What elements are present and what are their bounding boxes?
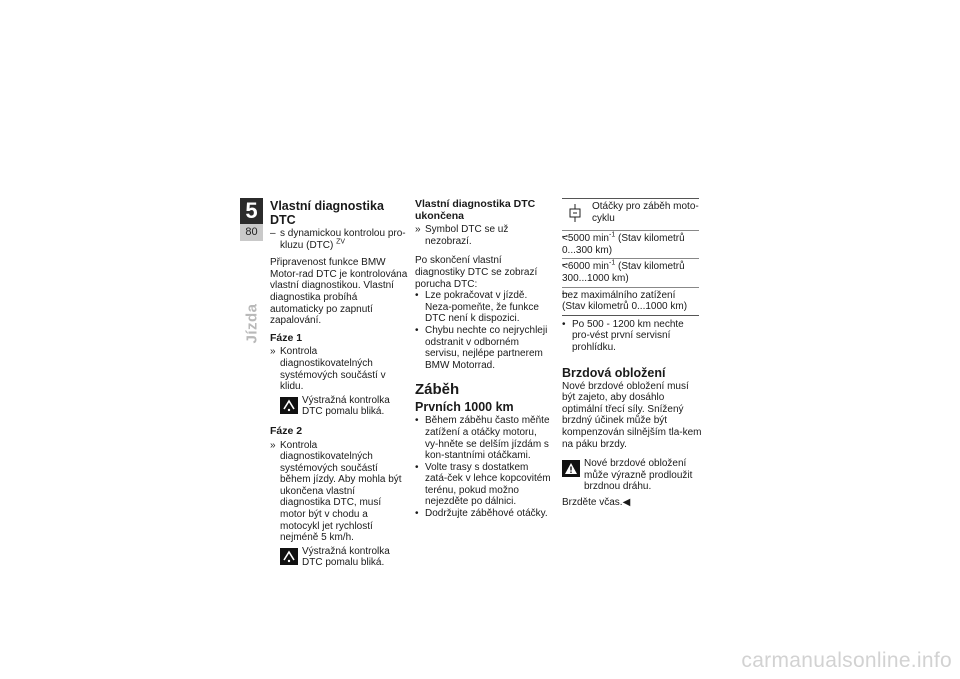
list-item: • Lze pokračovat v jízdě. Neza-pomeňte, že funkce DTC není k dispozici.	[415, 290, 552, 325]
table-row: – <6000 $\min^{-1}$ (Stav kilometrů 300...1000 km)	[562, 258, 699, 286]
list-item: » Symbol DTC se už nezobrazí.	[415, 224, 552, 247]
table-row: – bez maximálního zatížení (Stav kilometrů 0...1000 km)	[562, 287, 699, 315]
tachometer-icon	[568, 203, 584, 223]
table-row: Otáčky pro záběh moto-cyklu	[562, 199, 699, 230]
list-item: • Během záběhu často měňte zatížení a otáčky motoru, vy-hněte se delším jízdám s kon-stantními otáčkami.	[415, 415, 552, 461]
subheading: Fáze 1	[270, 331, 303, 344]
section-title: Vlastní diagnostika DTC ukončena	[415, 198, 536, 222]
dtc-warning-icon	[280, 548, 298, 565]
list-item: • Po 500 - 1200 km nechte pro-vést první servisní prohlídku.	[562, 319, 702, 354]
warning-triangle-icon	[562, 460, 580, 477]
paragraph: Nové brzdové obložení musí být zajeto, aby dosáhlo optimální třecí síly. Snížený brzdný účinek může být kompenzován silnějším tla-kem na páku brzdy.	[562, 380, 702, 450]
warning-note: Výstražná kontrolka DTC pomalu bliká.	[280, 395, 408, 418]
end-marker-icon: ◀	[622, 496, 631, 508]
section-label: Jízda	[243, 303, 261, 344]
warning-note: Nové brzdové obložení může výrazně prodloužit brzdnou dráhu.	[562, 458, 702, 493]
column-1	[270, 199, 408, 573]
section-title: Vlastní diagnostika DTC	[270, 199, 384, 227]
subheading: Fáze 2	[270, 424, 303, 437]
table-row: – <5000 $\min^{-1}$ (Stav kilometrů 0...300 km)	[562, 230, 699, 258]
list-item: » Kontrola diagnostikovatelných systémových součástí během jízdy. Aby mohla být ukončena vlastní diagnostika DTC, musí motor být v chodu a motocykl jet rychlostí nejméně 5 km/h.	[270, 440, 408, 544]
info-table	[562, 198, 699, 316]
section-title: Brzdová obložení	[562, 365, 666, 380]
end-note: Brzděte včas.◀	[562, 496, 631, 508]
list-item: – s dynamickou kontrolou pro-kluzu (DTC) $^{ZV}$	[270, 228, 408, 251]
chapter-heading: Záběh	[415, 381, 460, 399]
list-item: • Volte trasy s dostatkem zatá-ček v lehce kopcovitém terénu, pokud možno nejezděte po dálnici.	[415, 462, 552, 508]
watermark: carmanualsonline.info	[741, 649, 952, 672]
list-item: • Chybu nechte co nejrychleji odstranit v odborném servisu, nejlépe partnerem BMW Motorrad.	[415, 325, 552, 371]
dtc-warning-icon	[280, 397, 298, 414]
paragraph: Připravenost funkce BMW Motor-rad DTC je kontrolována vlastní diagnostikou. Vlastní diagnostika probíhá automaticky po zapnutí zapalování.	[270, 257, 408, 327]
page-number: 80	[240, 224, 263, 241]
column-3	[562, 198, 702, 508]
subheading: Prvních 1000 km	[415, 400, 514, 415]
warning-note: Výstražná kontrolka DTC pomalu bliká.	[280, 546, 408, 569]
column-2	[415, 199, 552, 520]
chapter-number: 5	[240, 198, 263, 224]
list-item: • Dodržujte záběhové otáčky.	[415, 508, 552, 520]
list-item: » Kontrola diagnostikovatelných systémových součástí v klidu.	[270, 346, 408, 392]
paragraph: Po skončení vlastní diagnostiky DTC se zobrazí porucha DTC:	[415, 255, 538, 290]
